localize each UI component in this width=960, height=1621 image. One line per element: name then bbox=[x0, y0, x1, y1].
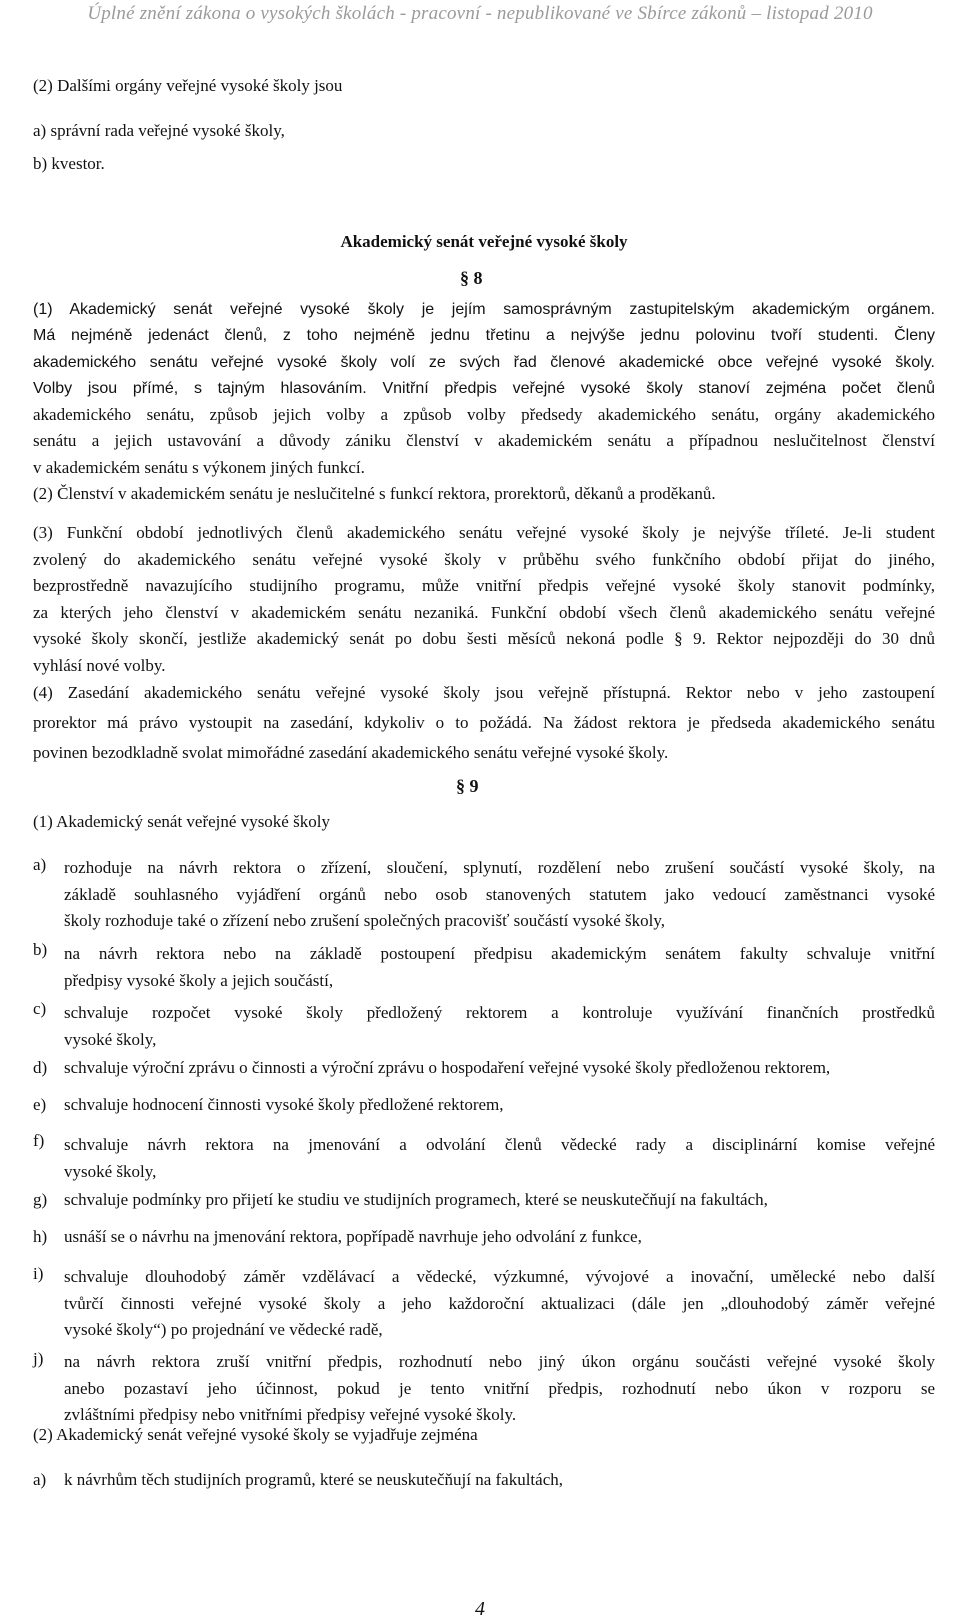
list-item-a: a) správní rada veřejné vysoké školy, bbox=[33, 121, 285, 140]
text-line: zvláštními předpisy nebo vnitřními předpisy veřejné vysoké školy. bbox=[64, 1405, 517, 1424]
text-line: schvaluje návrh rektora na jmenování a odvolání členů vědecké rady a disciplinární komise veřejné bbox=[64, 1135, 935, 1154]
text-line: na návrh rektora nebo na základě postoupení předpisu akademickým senátem fakulty schvaluje vnitřní bbox=[64, 944, 935, 963]
text-line: (4) Zasedání akademického senátu veřejné vysoké školy jsou veřejně přístupná. Rektor nebo v jeho zastoupení bbox=[33, 683, 935, 702]
text-line: vysoké školy skončí, jestliže akademický senát po dobu šesti měsíců nekoná podle § 9. Rektor nejpozději do 30 dnů bbox=[33, 629, 935, 649]
item-label: h) bbox=[33, 1227, 48, 1246]
text-line: anebo pozastaví jeho účinnost, pokud je tento vnitřní předpis, rozhodnutí nebo úkon v rozporu se bbox=[64, 1378, 935, 1398]
text-line: schvaluje hodnocení činnosti vysoké školy předložené rektorem, bbox=[64, 1095, 504, 1114]
item-label: a) bbox=[33, 1470, 47, 1489]
text-line: akademického senátu, způsob jejich volby a způsob volby předsedy akademického senátu, orgány akademického bbox=[33, 405, 935, 425]
text-line: předpisy vysoké školy a jejich součástí, bbox=[64, 971, 334, 990]
section-8-paragraph-4 bbox=[33, 678, 935, 768]
text-line: Volby jsou přímé, s tajným hlasováním. Vnitřní předpis veřejné vysoké školy stanoví zejména počet členů bbox=[33, 379, 935, 397]
text-line: schvaluje dlouhodobý záměr vzdělávací a vědecké, výzkumné, vývojové a inovační, umělecké nebo další bbox=[64, 1267, 935, 1286]
section-9-paragraph-1: (1) Akademický senát veřejné vysoké školy bbox=[33, 812, 330, 831]
section-9-paragraph-2: (2) Akademický senát veřejné vysoké školy se vyjadřuje zejména bbox=[33, 1425, 478, 1444]
item-label: j) bbox=[33, 1349, 44, 1368]
text-line: vysoké školy, bbox=[64, 1030, 157, 1049]
text-line: prorektor má právo vystoupit na zasedání, kdykoliv o to požádá. Na žádost rektora je předseda akademického senátu bbox=[33, 713, 935, 732]
text-line: schvaluje rozpočet vysoké školy předložený rektorem a kontroluje využívání finančních prostředků bbox=[64, 1003, 935, 1022]
text-line: schvaluje výroční zprávu o činnosti a výroční zprávu o hospodaření veřejné vysoké školy předloženou rektorem, bbox=[64, 1058, 831, 1077]
text-line: (1) Akademický senát veřejné vysoké školy je jejím samosprávným zastupitelským akademickým orgánem. bbox=[33, 301, 935, 318]
list-item-b: b) kvestor. bbox=[33, 154, 105, 173]
paragraph-2-intro: (2) Dalšími orgány veřejné vysoké školy jsou bbox=[33, 76, 343, 95]
text-line: za kterých jeho členství v akademickém senátu nezaniká. Funkční období všech členů akademického senátu veřejné bbox=[33, 602, 935, 622]
section-9-symbol: § 9 bbox=[456, 776, 479, 796]
item-label: d) bbox=[33, 1058, 48, 1077]
section-8-paragraph-1 bbox=[33, 297, 935, 481]
item-label: g) bbox=[33, 1190, 48, 1209]
text-line: rozhoduje na návrh rektora o zřízení, sloučení, splynutí, rozdělení nebo zrušení součástí vysoké školy, na bbox=[64, 858, 935, 877]
text-line: schvaluje podmínky pro přijetí ke studiu ve studijních programech, které se neuskutečňují na fakultách, bbox=[64, 1190, 768, 1209]
page-number: 4 bbox=[475, 1598, 485, 1620]
item-label: c) bbox=[33, 999, 47, 1018]
text-line: akademického senátu veřejné vysoké školy volí ze svých řad členové akademické obce veřejné vysoké školy. bbox=[33, 353, 935, 371]
item-label: i) bbox=[33, 1264, 44, 1283]
text-line: (3) Funkční období jednotlivých členů akademického senátu veřejné vysoké školy je nejvýše tříleté. Je-li student bbox=[33, 523, 935, 542]
text-line: vyhlásí nové volby. bbox=[33, 655, 166, 675]
section-8-symbol: § 8 bbox=[460, 268, 483, 288]
text-line: usnáší se o návrhu na jmenování rektora, popřípadě navrhuje jeho odvolání z funkce, bbox=[64, 1227, 642, 1246]
text-line: vysoké školy“) po projednání ve vědecké radě, bbox=[64, 1320, 383, 1339]
text-line: v akademickém senátu s výkonem jiných funkcí. bbox=[33, 457, 365, 477]
text-line: bezprostředně navazujícího studijního programu, může vnitřní předpis veřejné vysoké školy stanovit podmínky, bbox=[33, 576, 935, 596]
item-label: b) bbox=[33, 940, 48, 959]
section-heading: Akademický senát veřejné vysoké školy bbox=[340, 232, 628, 251]
text-line: na návrh rektora zruší vnitřní předpis, rozhodnutí nebo jiný úkon orgánu součásti veřejné vysoké školy bbox=[64, 1352, 935, 1371]
text-line: základě souhlasného vyjádření orgánů nebo osob stanovených statutem jako vedoucí zaměstnanci vysoké bbox=[64, 884, 935, 904]
item-label: a) bbox=[33, 855, 47, 874]
text-line: zvolený do akademického senátu veřejné vysoké školy v průběhu svého funkčního období přijat do jiného, bbox=[33, 549, 935, 569]
text-line: školy rozhoduje také o zřízení nebo zrušení společných pracovišť součástí vysoké školy, bbox=[64, 911, 666, 930]
section-8-paragraph-2: (2) Členství v akademickém senátu je neslučitelné s funkcí rektora, prorektorů, děkanů a proděkanů. bbox=[33, 484, 716, 503]
text-line: tvůrčí činnosti veřejné vysoké školy a jeho každoroční aktualizaci (dále jen „dlouhodobý záměr veřejné bbox=[64, 1293, 935, 1313]
text-line: vysoké školy, bbox=[64, 1162, 157, 1181]
section-8-paragraph-3 bbox=[33, 520, 935, 680]
item-label: f) bbox=[33, 1131, 45, 1150]
item-label: e) bbox=[33, 1095, 47, 1114]
text-line: senátu a jejich ustavování a důvody zániku členství v akademickém senátu a případnou neslučitelnost členství bbox=[33, 431, 935, 451]
document-header: Úplné znění zákona o vysokých školách - pracovní - nepublikované ve Sbírce zákonů – listopad 2010 bbox=[87, 3, 873, 24]
text-line: povinen bezodkladně svolat mimořádné zasedání akademického senátu veřejné vysoké školy. bbox=[33, 743, 669, 762]
text-line: Má nejméně jedenáct členů, z toho nejméně jednu třetinu a nejvýše jednu polovinu tvoří studenti. Členy bbox=[33, 327, 935, 345]
text-line: k návrhům těch studijních programů, které se neuskutečňují na fakultách, bbox=[64, 1470, 563, 1489]
